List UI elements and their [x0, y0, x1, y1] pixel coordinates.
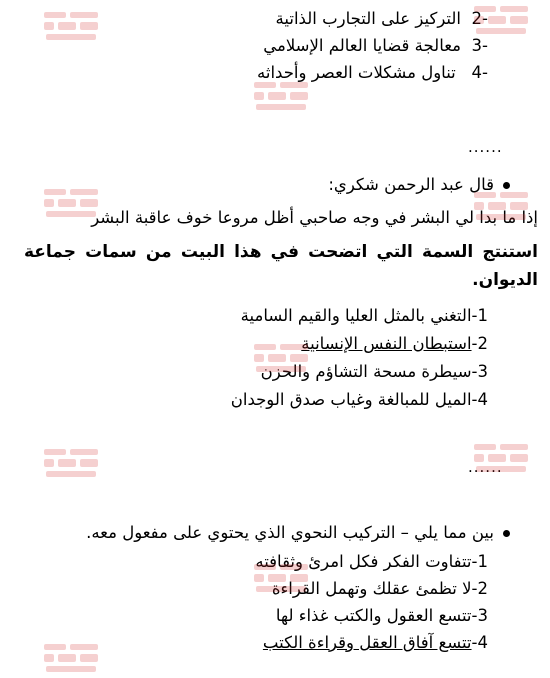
intro-text: قال عبد الرحمن شكري:	[328, 175, 494, 194]
option-text: سيطرة مسحة التشاؤم والحزن	[260, 362, 472, 381]
option-number: 2-	[471, 334, 488, 353]
watermark-logo-icon	[40, 640, 102, 678]
list-item	[257, 62, 488, 84]
bullet-icon	[503, 182, 510, 189]
bullet-icon	[503, 530, 510, 537]
watermark-logo-icon	[40, 8, 102, 46]
option-number: 2-	[471, 579, 488, 598]
option-item	[261, 361, 488, 383]
item-number: -4	[471, 63, 488, 82]
option-text: تتسع العقول والكتب غذاء لها	[275, 606, 472, 625]
option-item	[241, 305, 488, 327]
item-text: التركيز على التجارب الذاتية	[275, 9, 462, 28]
option-text: التغني بالمثل العليا والقيم السامية	[240, 306, 472, 325]
option-number: 4-	[471, 633, 488, 652]
item-number: -3	[471, 36, 488, 55]
option-number: 1-	[471, 306, 488, 325]
option-item	[255, 551, 488, 573]
option-number: 3-	[471, 362, 488, 381]
item-text: معالجة قضايا العالم الإسلامي	[263, 36, 462, 55]
option-item	[276, 605, 488, 627]
question-intro	[328, 174, 510, 196]
list-item	[263, 35, 488, 57]
watermark-logo-icon	[40, 445, 102, 483]
option-number: 3-	[471, 606, 488, 625]
separator-dots: ......	[468, 458, 503, 476]
option-text: تتفاوت الفكر فكل امرئ وثقافته	[255, 552, 472, 571]
item-text: تناول مشكلات العصر وأحداثه	[257, 63, 456, 82]
list-item	[276, 8, 488, 30]
question-prompt: استنتج السمة التي اتضحت في هذا البيت من سمات جماعة الديوان.	[24, 242, 538, 290]
option-text: الميل للمبالغة وغياب صدق الوجدان	[230, 390, 472, 409]
option-item	[263, 632, 488, 654]
option-item	[231, 389, 488, 411]
separator-dots: ......	[468, 138, 503, 156]
option-item	[301, 333, 488, 355]
option-number: 1-	[471, 552, 488, 571]
option-number: 4-	[471, 390, 488, 409]
option-text: تتسع آفاق العقل وقراءة الكتب	[262, 633, 472, 652]
option-item	[272, 578, 488, 600]
prompt-text: بين مما يلي – التركيب النحوي الذي يحتوي على مفعول معه.	[86, 523, 494, 542]
option-text: استبطان النفس الإنسانية	[301, 334, 472, 353]
poem-verse: إذا ما بدا لي البشر في وجه صاحبي أظل مروعا خوف عاقبة البشر	[91, 208, 538, 227]
item-number: -2	[471, 9, 488, 28]
question-prompt	[86, 522, 510, 544]
option-text: لا تظمئ عقلك وتهمل القراءة	[271, 579, 472, 598]
